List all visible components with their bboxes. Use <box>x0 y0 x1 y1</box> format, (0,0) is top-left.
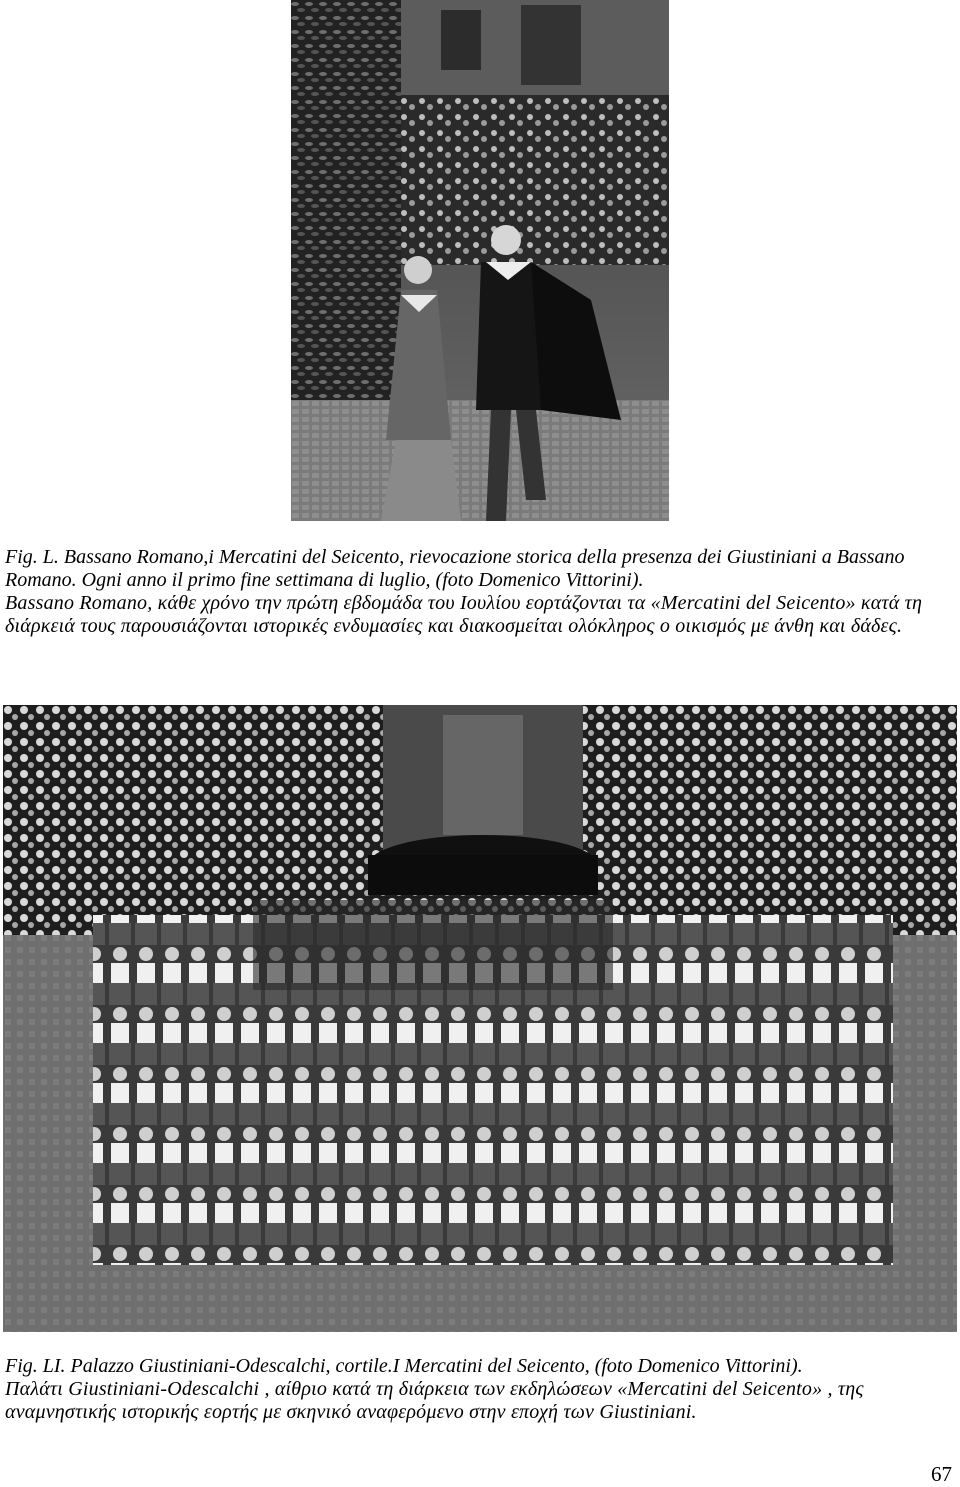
figure-li-caption-greek: Παλάτι Giustiniani-Odescalchi , αίθριο κατά τη διάρκεια των εκδηλώσεων «Mercatini del Seicento» , της αναμνηστικής ιστορικής εορτής με σκηνικό αναφερόμενο στην εποχή των Giustiniani. <box>5 1378 864 1423</box>
page-number: 67 <box>931 1462 952 1486</box>
figure-l-photo <box>291 0 669 521</box>
figure-li-caption <box>5 1355 957 1424</box>
figure-l-caption <box>5 546 957 638</box>
figure-l-photo-graphic <box>291 0 669 521</box>
figure-li-photo-graphic <box>3 705 957 1332</box>
figure-l-caption-greek: Bassano Romano, κάθε χρόνο την πρώτη εβδομάδα του Ιουλίου εορτάζονται τα «Mercatini del Seicento» κατά τη διάρκειά τους παρουσιάζονται ιστορικές ενδυμασίες και διακοσμείται ολόκληρος ο οικισμός με άνθη και δάδες. <box>5 592 923 637</box>
figure-l-caption-italian: Fig. L. Bassano Romano,i Mercatini del Seicento, rievocazione storica della presenza dei Giustiniani a Bassano Romano. Ogni anno il primo fine settimana di luglio, (foto Domenico Vittorini). <box>5 546 905 591</box>
figure-li-caption-italian: Fig. LI. Palazzo Giustiniani-Odescalchi, cortile.I Mercatini del Seicento, (foto Domenico Vittorini). <box>5 1355 803 1377</box>
figure-li-photo <box>3 705 957 1332</box>
